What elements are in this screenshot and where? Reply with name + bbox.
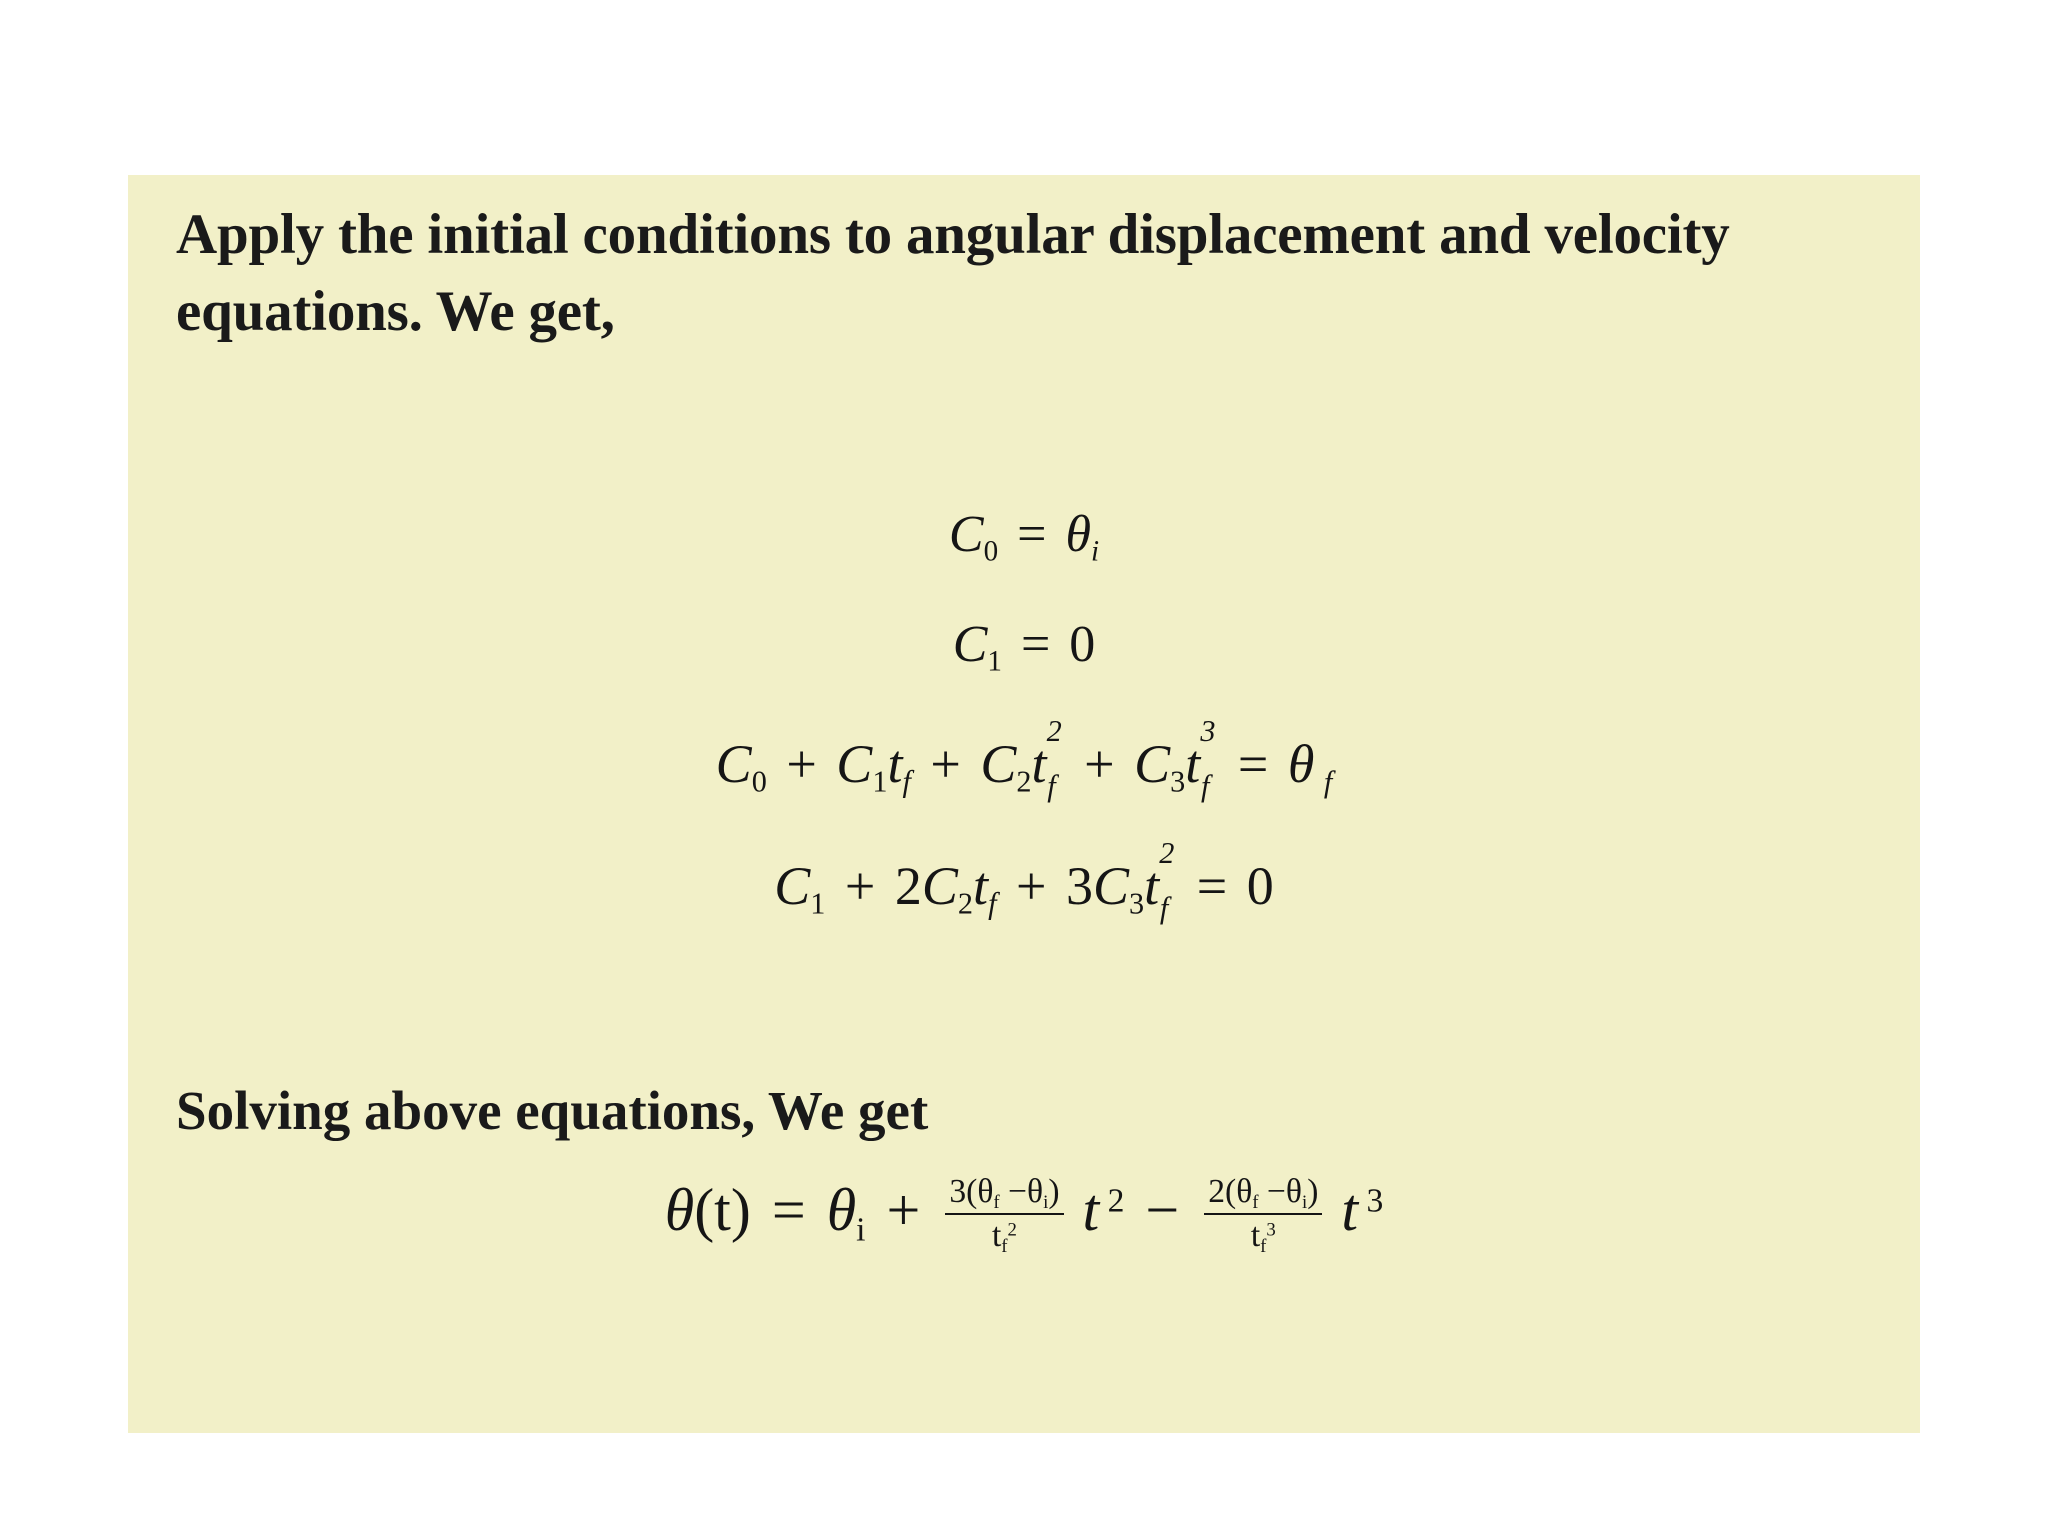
fraction-term-2 (945, 1173, 1063, 1258)
equation-displacement-at-tf: $C_0 + C_1t_f + C_2t$ 2 f + $C_3t$ 3 f = θ $_f$ (715, 714, 1333, 804)
slide-heading: Apply the initial conditions to angular displacement and velocity equations. We get, (176, 203, 1730, 343)
fraction-numerator: $3(\theta_f -\theta_i)$ (945, 1173, 1063, 1215)
equation-theta-of-t: $\theta(t) = \theta_i$ + $\frac{3(\theta_f -\theta_i)}{t_f^2}$ t $^2$ − $\frac{2(\theta_f -\theta_i)}{t_f^3}$ t $^3$ (664, 1173, 1384, 1258)
equation-c0-theta-i: $C_0 = \theta_i$ (948, 506, 1100, 568)
equation-row-3 (128, 714, 1920, 804)
equation-c1-zero: $C_1 = 0$ (952, 616, 1096, 678)
equation-velocity-at-tf: $C_1 + 2C_2t_f + 3C_3t$ 2 f = 0 (774, 836, 1274, 926)
equation-row-4 (128, 836, 1920, 926)
fraction-term-3 (1204, 1173, 1322, 1258)
fraction-numerator: $2(\theta_f -\theta_i)$ (1204, 1173, 1322, 1215)
slide-canvas (128, 175, 1920, 1433)
fraction-denominator: $t_f^3$ (1250, 1217, 1276, 1258)
equation-row-5 (128, 1175, 1920, 1257)
slide-subheading: Solving above equations, We get (176, 1080, 929, 1141)
fraction-denominator: $t_f^2$ (991, 1217, 1017, 1258)
equation-row-1 (128, 505, 1920, 568)
equation-row-2 (128, 615, 1920, 678)
